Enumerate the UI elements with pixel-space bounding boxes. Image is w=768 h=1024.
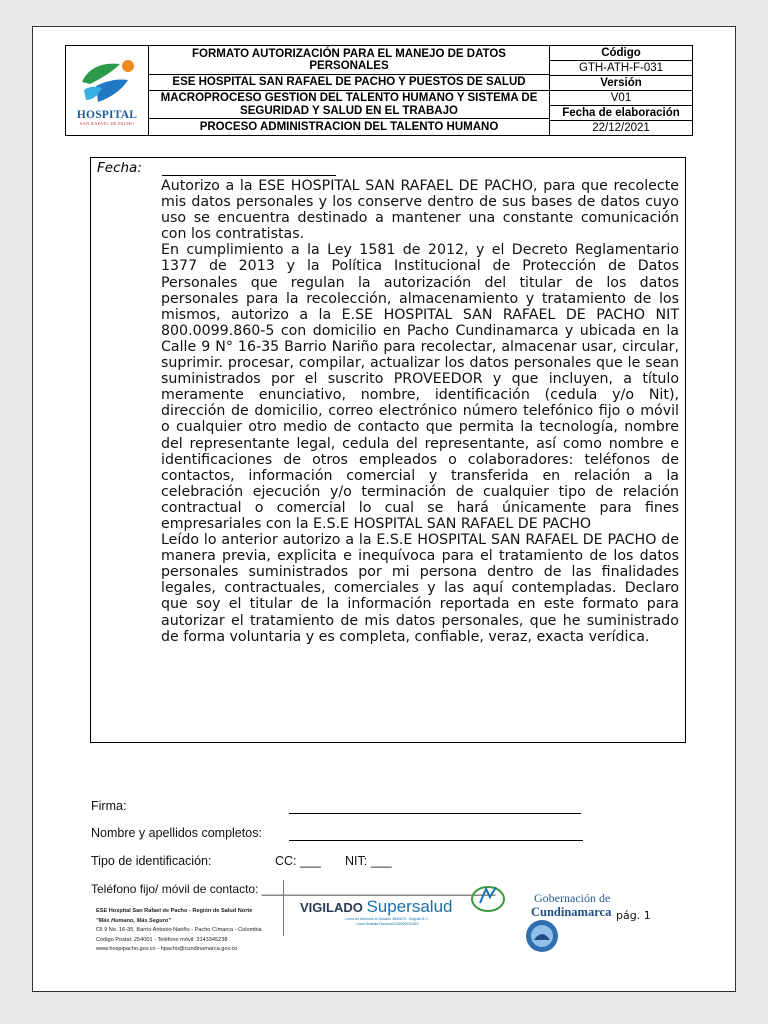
footer-org: ESE Hospital San Rafael de Pacho - Región de Salud Norte xyxy=(96,908,253,914)
authorization-box xyxy=(90,157,686,743)
nombre-label: Nombre y apellidos completos: xyxy=(91,826,262,840)
proceso: PROCESO ADMINISTRACION DEL TALENTO HUMANO xyxy=(199,120,499,133)
telefono-field[interactable]: Teléfono fijo/ móvil de contacto: ___________________________________ xyxy=(91,882,496,896)
vigilado-logo xyxy=(300,897,452,917)
codigo-value: GTH-ATH-F-031 xyxy=(550,61,692,76)
footer-street: Cll 9 No. 16-35, Barrio Antonio Nariño - Pacho C/marca - Colombia xyxy=(96,927,262,933)
version-value: V01 xyxy=(550,91,692,106)
footer-contact: Código Postal: 254001 - Teléfono móvil: 3143345238 xyxy=(96,936,228,943)
gobernacion-seal-icon xyxy=(524,918,560,954)
gobernacion-text: Gobernación de xyxy=(534,891,611,905)
hospital-cross-icon xyxy=(76,56,138,108)
tipo-id-label: Tipo de identificación: xyxy=(91,854,212,868)
macroproceso: MACROPROCESO GESTION DEL TALENTO HUMANO Y SISTEMA DE SEGURIDAD Y SALUD EN EL TRABAJO xyxy=(149,91,549,119)
logo-subtext: SAN RAFAEL DE PACHO xyxy=(79,120,135,126)
cc-field[interactable]: CC: ___ xyxy=(275,854,321,868)
format-title: FORMATO AUTORIZACIÓN PARA EL MANEJO DE DATOS PERSONALES xyxy=(149,46,549,75)
nit-field[interactable]: NIT: ___ xyxy=(345,854,392,868)
header-meta-column xyxy=(550,46,692,135)
firma-field[interactable] xyxy=(289,813,581,814)
header-title-column xyxy=(149,46,550,135)
fecha-elaboracion-value: 22/12/2021 xyxy=(592,122,650,134)
vigilado-text: VIGILADO xyxy=(300,900,363,915)
paragraph-3: Leído lo anterior autorizo a la E.S.E HOSPITAL SAN RAFAEL DE PACHO de manera previa, explicita e inequívoca para el tratamiento de los datos personales suministrados por mi persona dentro de las finalidades legales, contractuales, comerciales y las aquí contempladas. Declaro que soy el titular de la información reportada en este formato para autorizar el tratamiento de mis datos personales, que he suministrado de forma voluntaria y es completa, confiable, veraz, exacta verídica. xyxy=(161,532,679,645)
nombre-field[interactable] xyxy=(289,840,583,841)
paragraph-2: En cumplimiento a la Ley 1581 de 2012, y el Decreto Reglamentario 1377 de 2013 y la Política Institucional de Protección de Datos Personales que regulan la autorización del titular de los datos personales para la recolección, almacenamiento y tratamiento de los mismos, autorizo a la E.SE HOSPITAL SAN RAFAEL DE PACHO NIT 800.0099.860-5 con domicilio en Pacho Cundinamarca y ubicada en la Calle 9 N° 16-35 Barrio Nariño para recolectar, almacenar usar, circular, suprimir. procesar, compilar, actualizar los datos personales que le sean suministrados por el suscrito PROVEEDOR y que incluyen, a título meramente enunciativo, nombre, identificación (cedula y/o Nit), dirección de domicilio, correo electrónico número telefónico fijo o móvil o cualquier otro medio de contacto que permita la tecnología, nombre del representante legal, cedula del representante, así como nombre e identificaciones de otros empleados o colaboradores: teléfonos de contactos, información comercial y transferida en relación a la celebración ejecución y/o terminación de cualquier tipo de relación contractual o comercial lo cual se hará únicamente para fines empresariales con la E.S.E HOSPITAL SAN RAFAEL DE PACHO xyxy=(161,242,679,532)
firma-label: Firma: xyxy=(91,799,127,813)
footer-web: www.hospipacho.gov.co - hpacho@cundinamarca.gov.co xyxy=(96,946,238,952)
version-label: Versión xyxy=(550,76,692,91)
supersalud-line-1: Línea de Atención al Usuario 4830670 - Bogotá D.C. xyxy=(345,917,429,921)
page-number: pág. 1 xyxy=(616,909,651,922)
paragraph-1: Autorizo a la ESE HOSPITAL SAN RAFAEL DE PACHO, para que recolecte mis datos personales y los conserve dentro de sus bases de datos cuyo uso se encuentra destinado a mantener una constante comunicación con los contratistas. xyxy=(161,178,679,243)
document-page xyxy=(32,26,736,992)
cundinamarca-text: Cundinamarca xyxy=(531,905,612,919)
fecha-label: Fecha: xyxy=(97,160,142,176)
logo-text: HOSPITAL xyxy=(76,108,138,121)
fecha-field[interactable] xyxy=(162,175,336,176)
supersalud-subtext xyxy=(327,917,447,927)
fecha-elaboracion-label: Fecha de elaboración xyxy=(550,106,692,121)
hospital-logo xyxy=(66,46,149,135)
header-table xyxy=(65,45,693,136)
authorization-text xyxy=(161,178,679,645)
supersalud-line-2: Línea Gratuita Nacional 018000910383 xyxy=(355,922,419,926)
supersalud-text: Supersalud xyxy=(366,897,453,916)
entity-name: ESE HOSPITAL SAN RAFAEL DE PACHO Y PUESTOS DE SALUD xyxy=(149,75,549,91)
supersalud-emblem-icon xyxy=(470,879,510,913)
footer-divider xyxy=(283,880,284,936)
codigo-label: Código xyxy=(550,46,692,61)
footer-slogan: "Más Humano, Más Seguro" xyxy=(96,917,171,924)
